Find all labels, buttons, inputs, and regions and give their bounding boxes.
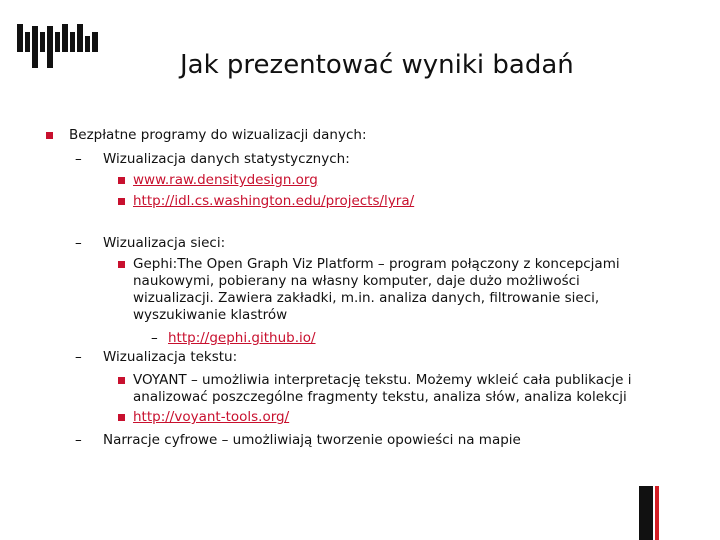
dash-icon: – bbox=[75, 349, 82, 365]
gephi-desc-line: wyszukiwanie klastrów bbox=[133, 307, 288, 323]
voyant-desc-line: VOYANT – umożliwia interpretację tekstu. Możemy wkleić cała publikacje i bbox=[133, 372, 632, 388]
bullet-square-icon bbox=[46, 132, 53, 139]
section-stat-label: Wizualizacja danych statystycznych: bbox=[103, 151, 350, 167]
section-text-label: Wizualizacja tekstu: bbox=[103, 349, 238, 365]
slide-title: Jak prezentować wyniki badań bbox=[180, 50, 574, 80]
dash-icon: – bbox=[75, 151, 82, 167]
gephi-desc-line: naukowymi, pobierany na własny komputer, daje dużo możliwości bbox=[133, 273, 580, 289]
gephi-desc-line: Gephi:The Open Graph Viz Platform – program połączony z koncepcjami bbox=[133, 256, 620, 272]
bullet-square-icon bbox=[118, 414, 125, 421]
link-raw-densitydesign[interactable]: www.raw.densitydesign.org bbox=[133, 172, 318, 188]
bullet-square-icon bbox=[118, 198, 125, 205]
dash-icon: – bbox=[151, 330, 158, 346]
logo-icon bbox=[17, 20, 99, 70]
dash-icon: – bbox=[75, 432, 82, 448]
section-network-label: Wizualizacja sieci: bbox=[103, 235, 226, 251]
dash-icon: – bbox=[75, 235, 82, 251]
bullet-square-icon bbox=[118, 177, 125, 184]
decor-bar-red bbox=[655, 486, 659, 540]
bullet-square-icon bbox=[118, 377, 125, 384]
link-voyant[interactable]: http://voyant-tools.org/ bbox=[133, 409, 290, 425]
gephi-desc-line: wizualizacji. Zawiera zakładki, m.in. analiza danych, filtrowanie sieci, bbox=[133, 290, 600, 306]
main-bullet-text: Bezpłatne programy do wizualizacji danych: bbox=[69, 127, 367, 143]
link-lyra[interactable]: http://idl.cs.washington.edu/projects/lyra/ bbox=[133, 193, 415, 209]
bullet-square-icon bbox=[118, 261, 125, 268]
section-narratives-label: Narracje cyfrowe – umożliwiają tworzenie opowieści na mapie bbox=[103, 432, 521, 448]
decor-bar-dark bbox=[639, 486, 653, 540]
link-gephi[interactable]: http://gephi.github.io/ bbox=[168, 330, 316, 346]
voyant-desc-line: analizować poszczególne fragmenty tekstu, analiza słów, analiza kolekcji bbox=[133, 389, 627, 405]
